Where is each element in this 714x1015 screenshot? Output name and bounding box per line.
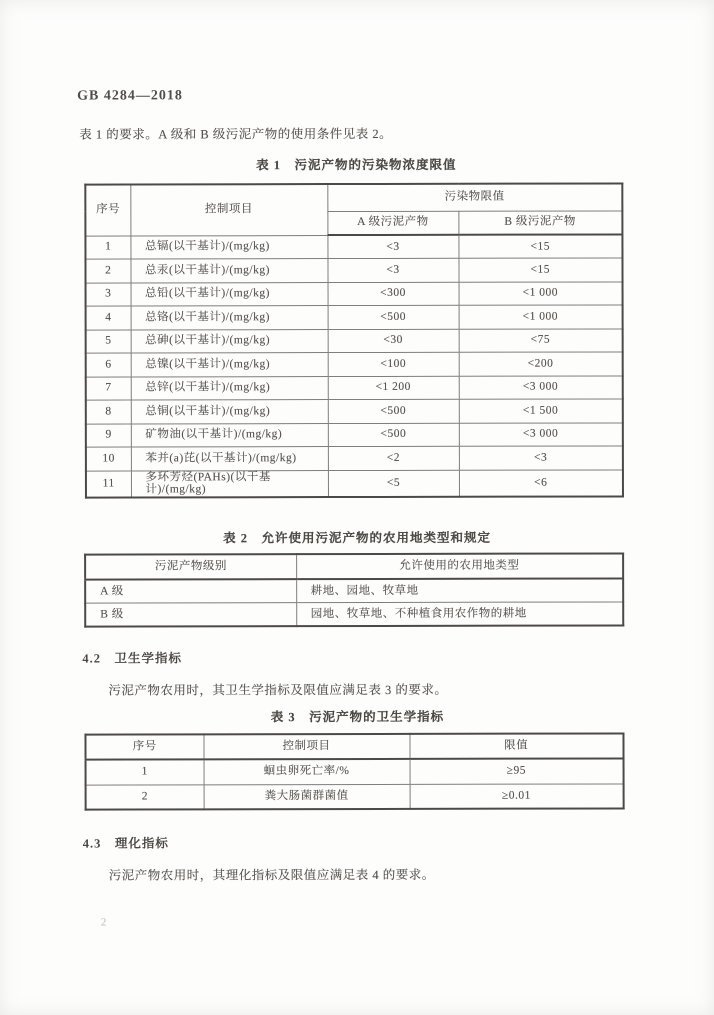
limit-b: <15 bbox=[458, 258, 622, 282]
limit-value: ≥0.01 bbox=[410, 783, 624, 808]
table-row bbox=[85, 234, 622, 259]
control-item: 总铜(以干基计)/(mg/kg) bbox=[131, 400, 328, 424]
limit-b: <3 000 bbox=[459, 422, 623, 446]
table3-header-index: 序号 bbox=[85, 734, 203, 759]
limit-b: <1 500 bbox=[459, 399, 623, 423]
table-row bbox=[86, 422, 623, 447]
table-row bbox=[86, 399, 623, 424]
table2-caption: 表 2 允许使用污泥产物的农用地类型和规定 bbox=[223, 530, 492, 546]
table-row bbox=[86, 375, 623, 400]
limit-a: <500 bbox=[328, 305, 459, 329]
table-row bbox=[86, 281, 623, 306]
table1-header-limit-group: 污染物限值 bbox=[327, 183, 622, 211]
table3-header-limit: 限值 bbox=[409, 733, 623, 758]
intro-paragraph: 表 1 的要求。A 级和 B 级污泥产物的使用条件见表 2。 bbox=[79, 126, 393, 142]
control-item: 总锌(以干基计)/(mg/kg) bbox=[131, 376, 328, 400]
limit-b: <6 bbox=[459, 469, 623, 496]
table1-header-limit-a: A 级污泥产物 bbox=[327, 211, 458, 235]
section-heading-4-2: 4.2 卫生学指标 bbox=[82, 651, 182, 666]
limit-b: <1 000 bbox=[459, 281, 623, 305]
limit-a: <3 bbox=[327, 235, 458, 259]
table-row bbox=[86, 305, 623, 330]
table-row bbox=[85, 578, 623, 603]
limit-b: <3 bbox=[459, 446, 623, 470]
limit-a: <2 bbox=[328, 446, 459, 470]
control-item: 多环芳烃(PAHs)(以干基计)/(mg/kg) bbox=[131, 470, 328, 497]
table3-hygienic-indicators bbox=[84, 732, 624, 810]
table1-pollutant-concentration-limits bbox=[84, 182, 624, 498]
row-index: 2 bbox=[86, 784, 204, 809]
table3-header-item: 控制项目 bbox=[203, 734, 409, 759]
control-item: 苯并(a)芘(以干基计)/(mg/kg) bbox=[131, 447, 328, 471]
section-paragraph-4-2: 污泥产物农用时，其卫生学指标及限值应满足表 3 的要求。 bbox=[108, 682, 448, 698]
table-row bbox=[85, 258, 622, 283]
row-index: 1 bbox=[85, 235, 130, 259]
table-row bbox=[85, 602, 623, 627]
control-item: 总汞(以干基计)/(mg/kg) bbox=[130, 259, 327, 283]
row-index: 1 bbox=[86, 759, 204, 784]
table1-caption: 表 1 污泥产物的污染物浓度限值 bbox=[256, 157, 457, 173]
sludge-grade: A 级 bbox=[85, 579, 296, 603]
table1-header-row-1 bbox=[85, 183, 622, 211]
row-index: 10 bbox=[86, 447, 131, 471]
row-index: 8 bbox=[86, 400, 131, 424]
table3-caption: 表 3 污泥产物的卫生学指标 bbox=[270, 709, 445, 725]
table-row bbox=[86, 783, 624, 809]
control-item: 总镉(以干基计)/(mg/kg) bbox=[130, 235, 327, 259]
row-index: 5 bbox=[86, 329, 131, 353]
table-row bbox=[86, 352, 623, 377]
limit-b: <1 000 bbox=[459, 305, 623, 329]
control-item: 总铬(以干基计)/(mg/kg) bbox=[131, 306, 328, 330]
table-row bbox=[86, 328, 623, 353]
limit-b: <75 bbox=[459, 328, 623, 352]
row-index: 9 bbox=[86, 423, 131, 447]
row-index: 7 bbox=[86, 376, 131, 400]
control-item: 总镍(以干基计)/(mg/kg) bbox=[131, 353, 328, 377]
limit-a: <500 bbox=[328, 423, 459, 447]
table1-header-limit-b: B 级污泥产物 bbox=[458, 210, 622, 234]
table-row bbox=[86, 446, 623, 471]
limit-value: ≥95 bbox=[410, 758, 624, 783]
table-row bbox=[86, 469, 623, 497]
table-row bbox=[86, 758, 624, 784]
table2-header-land: 允许使用的农用地类型 bbox=[296, 553, 623, 579]
section-paragraph-4-3: 污泥产物农用时，其理化指标及限值应满足表 4 的要求。 bbox=[108, 867, 435, 883]
table3-header-row bbox=[85, 733, 623, 759]
section-heading-4-3: 4.3 理化指标 bbox=[82, 836, 169, 851]
control-item: 粪大肠菌群菌值 bbox=[204, 784, 410, 809]
table2-header-grade: 污泥产物级别 bbox=[85, 554, 296, 579]
limit-a: <300 bbox=[328, 282, 459, 306]
table1-header-index: 序号 bbox=[85, 184, 130, 235]
control-item: 总砷(以干基计)/(mg/kg) bbox=[131, 329, 328, 353]
allowed-land-types: 园地、牧草地、不种植食用农作物的耕地 bbox=[296, 602, 623, 626]
control-item: 总铅(以干基计)/(mg/kg) bbox=[131, 282, 328, 306]
table2-header-row bbox=[85, 553, 623, 579]
standard-number: GB 4284—2018 bbox=[77, 88, 183, 104]
limit-a: <1 200 bbox=[328, 376, 459, 400]
row-index: 6 bbox=[86, 353, 131, 377]
limit-b: <200 bbox=[459, 352, 623, 376]
limit-a: <30 bbox=[328, 329, 459, 353]
limit-a: <3 bbox=[327, 258, 458, 282]
allowed-land-types: 耕地、园地、牧草地 bbox=[296, 578, 623, 602]
table2-agricultural-land-types bbox=[84, 552, 624, 627]
limit-a: <500 bbox=[328, 399, 459, 423]
row-index: 3 bbox=[86, 282, 131, 306]
sludge-grade: B 级 bbox=[85, 603, 296, 627]
row-index: 2 bbox=[85, 259, 130, 283]
control-item: 矿物油(以干基计)/(mg/kg) bbox=[131, 423, 328, 447]
limit-b: <15 bbox=[458, 234, 622, 258]
page-number: 2 bbox=[100, 916, 107, 929]
limit-a: <5 bbox=[328, 470, 459, 497]
limit-a: <100 bbox=[328, 352, 459, 376]
control-item: 蛔虫卵死亡率/% bbox=[204, 759, 410, 784]
row-index: 11 bbox=[86, 470, 131, 497]
limit-b: <3 000 bbox=[459, 375, 623, 399]
table1-header-item: 控制项目 bbox=[130, 184, 327, 235]
row-index: 4 bbox=[86, 306, 131, 330]
